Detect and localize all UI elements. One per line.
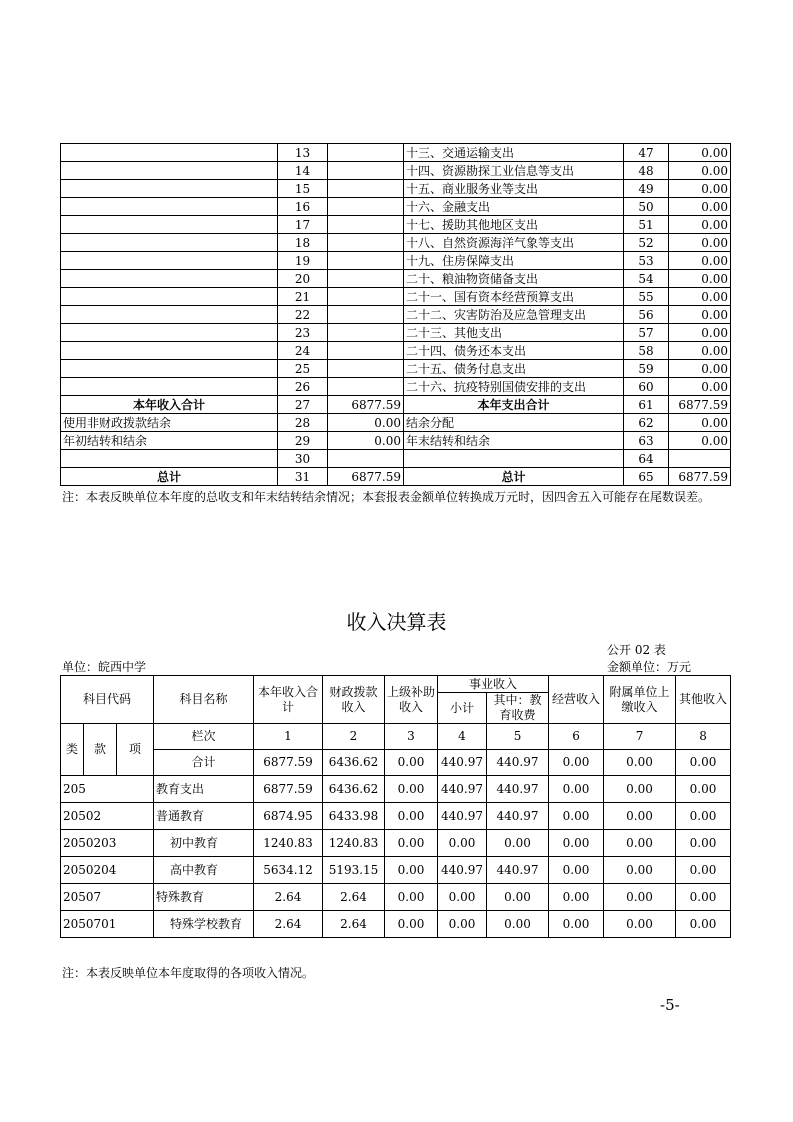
amount-cell: 2.64 — [254, 884, 323, 911]
header-superior: 上级补助收入 — [385, 676, 438, 724]
unit-name: 单位：皖西中学 — [62, 660, 147, 674]
left-item-label — [61, 450, 278, 468]
subject-name: 普通教育 — [154, 803, 254, 830]
left-row-number: 28 — [278, 414, 328, 432]
amount-cell: 440.97 — [487, 803, 549, 830]
right-item-label: 年末结转和结余 — [404, 432, 624, 450]
right-amount: 6877.59 — [669, 396, 731, 414]
subject-code: 2050203 — [61, 830, 154, 857]
col-number: 7 — [604, 724, 676, 750]
amount-cell: 6874.95 — [254, 803, 323, 830]
amount-cell: 6436.62 — [323, 776, 385, 803]
subject-code: 2050701 — [61, 911, 154, 938]
subject-code: 2050204 — [61, 857, 154, 884]
right-row-number: 61 — [624, 396, 669, 414]
amount-cell: 0.00 — [604, 857, 676, 884]
right-item-label: 二十五、债务付息支出 — [404, 360, 624, 378]
right-row-number: 60 — [624, 378, 669, 396]
amount-cell: 0.00 — [676, 911, 731, 938]
amount-cell: 0.00 — [438, 884, 487, 911]
left-row-number: 19 — [278, 252, 328, 270]
total-cell: 440.97 — [487, 750, 549, 776]
right-amount: 0.00 — [669, 144, 731, 162]
left-item-label: 年初结转和结余 — [61, 432, 278, 450]
left-amount: 0.00 — [328, 414, 404, 432]
left-item-label — [61, 198, 278, 216]
col-number: 4 — [438, 724, 487, 750]
total-cell: 0.00 — [549, 750, 604, 776]
subject-code: 20502 — [61, 803, 154, 830]
amount-cell: 0.00 — [604, 776, 676, 803]
left-amount — [328, 198, 404, 216]
left-row-number: 16 — [278, 198, 328, 216]
total-label: 合计 — [154, 750, 254, 776]
amount-cell: 440.97 — [438, 857, 487, 884]
amount-cell: 0.00 — [549, 803, 604, 830]
left-amount — [328, 234, 404, 252]
right-row-number: 52 — [624, 234, 669, 252]
left-row-number: 15 — [278, 180, 328, 198]
right-row-number: 63 — [624, 432, 669, 450]
right-item-label: 十三、交通运输支出 — [404, 144, 624, 162]
total-cell: 6436.62 — [323, 750, 385, 776]
amount-unit: 金额单位：万元 — [607, 660, 692, 674]
right-amount: 0.00 — [669, 342, 731, 360]
header-subtotal: 小计 — [438, 693, 487, 724]
left-row-number: 13 — [278, 144, 328, 162]
header-lanci: 栏次 — [154, 724, 254, 750]
amount-cell: 0.00 — [549, 776, 604, 803]
summary-row — [61, 432, 731, 450]
table-row — [61, 803, 731, 830]
total-cell: 6877.59 — [254, 750, 323, 776]
right-amount: 0.00 — [669, 306, 731, 324]
right-row-number: 50 — [624, 198, 669, 216]
page-title: 收入决算表 — [346, 610, 447, 634]
table-row — [61, 776, 731, 803]
amount-cell: 0.00 — [604, 884, 676, 911]
amount-cell: 0.00 — [676, 776, 731, 803]
amount-cell: 0.00 — [487, 911, 549, 938]
amount-cell: 0.00 — [676, 803, 731, 830]
amount-cell: 0.00 — [438, 911, 487, 938]
left-amount — [328, 288, 404, 306]
left-amount: 6877.59 — [328, 468, 404, 486]
col-number: 3 — [385, 724, 438, 750]
subject-name: 特殊教育 — [154, 884, 254, 911]
left-item-label — [61, 306, 278, 324]
right-item-label: 二十三、其他支出 — [404, 324, 624, 342]
header-affiliated: 附属单位上缴收入 — [604, 676, 676, 724]
left-amount — [328, 270, 404, 288]
left-amount — [328, 180, 404, 198]
summary-row — [61, 306, 731, 324]
total-cell: 0.00 — [676, 750, 731, 776]
right-item-label: 总计 — [404, 468, 624, 486]
right-amount: 6877.59 — [669, 468, 731, 486]
left-item-label — [61, 342, 278, 360]
right-item-label: 二十二、灾害防治及应急管理支出 — [404, 306, 624, 324]
summary-row — [61, 414, 731, 432]
right-row-number: 59 — [624, 360, 669, 378]
left-amount — [328, 378, 404, 396]
left-amount — [328, 144, 404, 162]
right-amount: 0.00 — [669, 378, 731, 396]
amount-cell: 0.00 — [385, 884, 438, 911]
left-row-number: 24 — [278, 342, 328, 360]
header-name: 科目名称 — [154, 676, 254, 724]
summary-row — [61, 378, 731, 396]
subject-name: 初中教育 — [154, 830, 254, 857]
right-item-label: 二十一、国有资本经营预算支出 — [404, 288, 624, 306]
left-row-number: 26 — [278, 378, 328, 396]
left-row-number: 27 — [278, 396, 328, 414]
left-item-label — [61, 270, 278, 288]
page-number: -5- — [660, 996, 680, 1014]
left-item-label — [61, 234, 278, 252]
header-business: 事业收入 — [438, 676, 549, 693]
amount-cell: 0.00 — [487, 830, 549, 857]
header-fiscal: 财政拨款收入 — [323, 676, 385, 724]
amount-cell: 0.00 — [676, 884, 731, 911]
left-item-label: 总计 — [61, 468, 278, 486]
amount-cell: 2.64 — [323, 911, 385, 938]
subject-name: 高中教育 — [154, 857, 254, 884]
right-amount: 0.00 — [669, 270, 731, 288]
right-row-number: 49 — [624, 180, 669, 198]
subject-code: 205 — [61, 776, 154, 803]
left-row-number: 18 — [278, 234, 328, 252]
right-row-number: 62 — [624, 414, 669, 432]
right-item-label: 二十、粮油物资储备支出 — [404, 270, 624, 288]
amount-cell: 0.00 — [385, 911, 438, 938]
right-amount: 0.00 — [669, 414, 731, 432]
left-row-number: 30 — [278, 450, 328, 468]
amount-cell: 0.00 — [385, 857, 438, 884]
left-amount — [328, 216, 404, 234]
left-row-number: 31 — [278, 468, 328, 486]
header-edu-fee: 其中：教育收费 — [487, 693, 549, 724]
summary-row — [61, 324, 731, 342]
right-amount: 0.00 — [669, 180, 731, 198]
left-item-label — [61, 162, 278, 180]
left-row-number: 14 — [278, 162, 328, 180]
right-row-number: 56 — [624, 306, 669, 324]
amount-cell: 0.00 — [385, 776, 438, 803]
right-amount: 0.00 — [669, 234, 731, 252]
table-row — [61, 830, 731, 857]
header-kuan: 款 — [84, 724, 117, 776]
left-item-label — [61, 144, 278, 162]
right-row-number: 47 — [624, 144, 669, 162]
left-amount: 0.00 — [328, 432, 404, 450]
summary-row — [61, 396, 731, 414]
header-code: 科目代码 — [61, 676, 154, 724]
amount-cell: 0.00 — [549, 911, 604, 938]
income-expenditure-summary-table — [60, 143, 731, 486]
right-row-number: 65 — [624, 468, 669, 486]
right-row-number: 53 — [624, 252, 669, 270]
col-number: 1 — [254, 724, 323, 750]
right-amount: 0.00 — [669, 162, 731, 180]
amount-cell: 440.97 — [487, 776, 549, 803]
right-item-label: 十四、资源勘探工业信息等支出 — [404, 162, 624, 180]
left-item-label — [61, 216, 278, 234]
summary-row — [61, 216, 731, 234]
amount-cell: 0.00 — [604, 911, 676, 938]
amount-cell: 0.00 — [676, 857, 731, 884]
left-row-number: 25 — [278, 360, 328, 378]
left-item-label — [61, 360, 278, 378]
summary-row — [61, 360, 731, 378]
amount-cell: 0.00 — [549, 884, 604, 911]
summary-row — [61, 252, 731, 270]
right-item-label: 十七、援助其他地区支出 — [404, 216, 624, 234]
left-row-number: 17 — [278, 216, 328, 234]
amount-cell: 440.97 — [487, 857, 549, 884]
total-cell: 0.00 — [604, 750, 676, 776]
summary-row — [61, 144, 731, 162]
left-row-number: 22 — [278, 306, 328, 324]
amount-cell: 0.00 — [385, 803, 438, 830]
right-amount: 0.00 — [669, 288, 731, 306]
summary-row — [61, 198, 731, 216]
summary-row — [61, 162, 731, 180]
col-number: 8 — [676, 724, 731, 750]
right-item-label: 十九、住房保障支出 — [404, 252, 624, 270]
left-item-label — [61, 288, 278, 306]
header-other: 其他收入 — [676, 676, 731, 724]
col-number: 2 — [323, 724, 385, 750]
subject-name: 特殊学校教育 — [154, 911, 254, 938]
left-amount — [328, 324, 404, 342]
right-item-label — [404, 450, 624, 468]
right-item-label: 十六、金融支出 — [404, 198, 624, 216]
amount-cell: 0.00 — [385, 830, 438, 857]
right-row-number: 51 — [624, 216, 669, 234]
left-row-number: 20 — [278, 270, 328, 288]
right-row-number: 57 — [624, 324, 669, 342]
right-amount: 0.00 — [669, 216, 731, 234]
amount-cell: 2.64 — [254, 911, 323, 938]
header-lei: 类 — [61, 724, 84, 776]
left-item-label: 本年收入合计 — [61, 396, 278, 414]
left-amount — [328, 450, 404, 468]
income-table-note: 注：本表反映单位本年度取得的各项收入情况。 — [62, 966, 315, 980]
left-amount — [328, 252, 404, 270]
right-row-number: 55 — [624, 288, 669, 306]
amount-cell: 440.97 — [438, 803, 487, 830]
summary-row — [61, 450, 731, 468]
right-item-label: 本年支出合计 — [404, 396, 624, 414]
left-item-label — [61, 180, 278, 198]
right-amount: 0.00 — [669, 360, 731, 378]
header-operating: 经营收入 — [549, 676, 604, 724]
left-row-number: 23 — [278, 324, 328, 342]
right-item-label: 二十四、债务还本支出 — [404, 342, 624, 360]
amount-cell: 0.00 — [487, 884, 549, 911]
amount-cell: 0.00 — [676, 830, 731, 857]
left-amount — [328, 360, 404, 378]
left-row-number: 21 — [278, 288, 328, 306]
right-row-number: 48 — [624, 162, 669, 180]
amount-cell: 1240.83 — [323, 830, 385, 857]
right-amount: 0.00 — [669, 252, 731, 270]
left-amount: 6877.59 — [328, 396, 404, 414]
left-item-label: 使用非财政拨款结余 — [61, 414, 278, 432]
summary-table-note: 注：本表反映单位本年度的总收支和年末结转结余情况；本套报表金额单位转换成万元时，因四舍五入可能存在尾数误差。 — [62, 490, 711, 504]
left-amount — [328, 162, 404, 180]
left-item-label — [61, 252, 278, 270]
left-item-label — [61, 324, 278, 342]
right-row-number: 58 — [624, 342, 669, 360]
right-row-number: 64 — [624, 450, 669, 468]
right-amount: 0.00 — [669, 432, 731, 450]
right-row-number: 54 — [624, 270, 669, 288]
summary-row — [61, 342, 731, 360]
left-row-number: 29 — [278, 432, 328, 450]
amount-cell: 440.97 — [438, 776, 487, 803]
amount-cell: 6877.59 — [254, 776, 323, 803]
summary-row — [61, 288, 731, 306]
amount-cell: 0.00 — [604, 803, 676, 830]
col-number: 6 — [549, 724, 604, 750]
header-annual-income: 本年收入合计 — [254, 676, 323, 724]
table-row — [61, 884, 731, 911]
subject-code: 20507 — [61, 884, 154, 911]
amount-cell: 5634.12 — [254, 857, 323, 884]
table-row — [61, 911, 731, 938]
col-number: 5 — [487, 724, 549, 750]
right-item-label: 结余分配 — [404, 414, 624, 432]
amount-cell: 6433.98 — [323, 803, 385, 830]
summary-row — [61, 468, 731, 486]
right-item-label: 二十六、抗疫特别国债安排的支出 — [404, 378, 624, 396]
left-item-label — [61, 378, 278, 396]
total-cell: 440.97 — [438, 750, 487, 776]
amount-cell: 0.00 — [438, 830, 487, 857]
form-number: 公开 02 表 — [607, 643, 666, 657]
right-amount: 0.00 — [669, 324, 731, 342]
right-amount: 0.00 — [669, 198, 731, 216]
total-cell: 0.00 — [385, 750, 438, 776]
left-amount — [328, 342, 404, 360]
amount-cell: 0.00 — [549, 857, 604, 884]
amount-cell: 2.64 — [323, 884, 385, 911]
amount-cell: 0.00 — [604, 830, 676, 857]
summary-row — [61, 234, 731, 252]
amount-cell: 0.00 — [549, 830, 604, 857]
left-amount — [328, 306, 404, 324]
summary-row — [61, 270, 731, 288]
subject-name: 教育支出 — [154, 776, 254, 803]
amount-cell: 1240.83 — [254, 830, 323, 857]
amount-cell: 5193.15 — [323, 857, 385, 884]
right-amount — [669, 450, 731, 468]
income-final-accounts-table — [60, 675, 731, 938]
summary-row — [61, 180, 731, 198]
header-xiang: 项 — [117, 724, 154, 776]
right-item-label: 十五、商业服务业等支出 — [404, 180, 624, 198]
right-item-label: 十八、自然资源海洋气象等支出 — [404, 234, 624, 252]
table-row — [61, 857, 731, 884]
